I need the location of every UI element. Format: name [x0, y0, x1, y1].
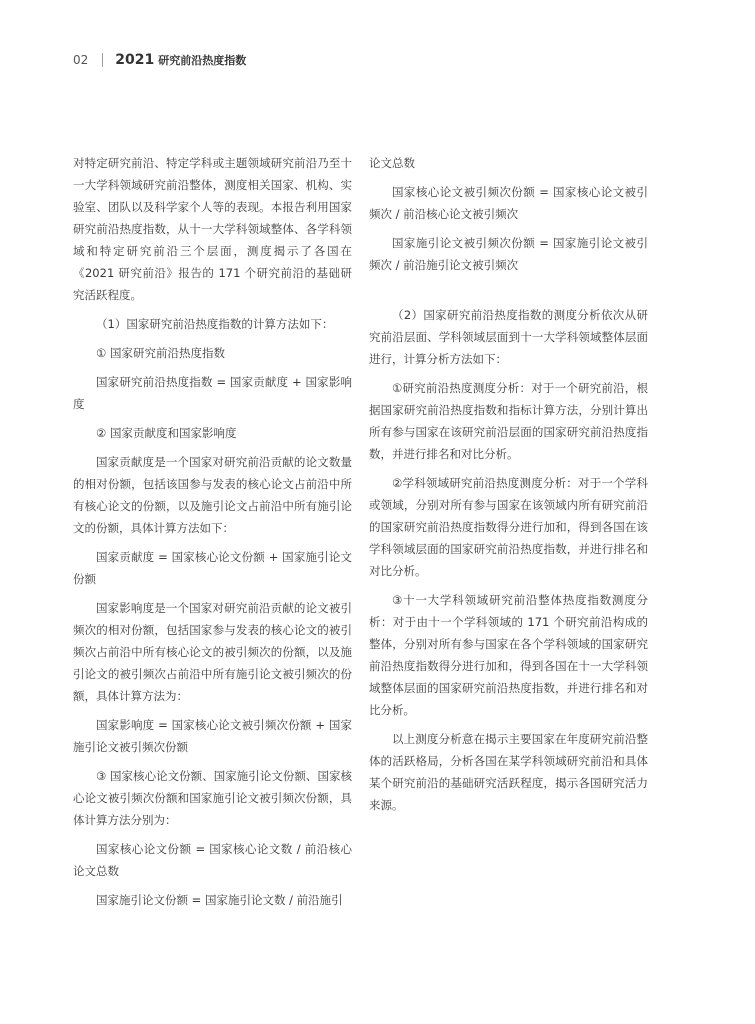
paragraph: 以上测度分析意在揭示主要国家在年度研究前沿整体的活跃格局，分析各国在某学科领域研究前沿和具体某个研究前沿的基础研究活跃程度，揭示各国研究活力来源。 [369, 732, 648, 812]
paragraph: （2）国家研究前沿热度指数的测度分析依次从研究前沿层面、学科领域层面到十一大学科领域整体层面进行，计算分析方法如下： [369, 308, 648, 366]
paragraph: （1）国家研究前沿热度指数的计算方法如下： [96, 317, 334, 331]
paragraph: 国家施引论文被引频次份额 = 国家施引论文被引频次 / 前沿施引论文被引频次 [369, 236, 648, 272]
page-number: 02 [73, 53, 89, 67]
page-header [73, 50, 246, 70]
paragraph: 论文总数 [369, 156, 415, 170]
paragraph: 国家影响度 = 国家核心论文被引频次份额 + 国家施引论文被引频次份额 [73, 718, 352, 754]
paragraph: ②学科领域研究前沿热度测度分析：对于一个学科或领域，分别对所有参与国家在该领域内所有研究前沿的国家研究前沿热度指数得分进行加和，得到各国在该学科领域层面的国家研究前沿热度指数，并进行排名和对比分析。 [369, 476, 648, 578]
paragraph: ② 国家贡献度和国家影响度 [96, 426, 237, 440]
report-title: 研究前沿热度指数 [158, 54, 247, 67]
paragraph: ③ 国家核心论文份额、国家施引论文份额、国家核心论文被引频次份额和国家施引论文被引频次份额，具体计算方法分别为： [73, 769, 352, 827]
paragraph: 国家施引论文份额 = 国家施引论文数 / 前沿施引 [96, 893, 343, 907]
paragraph: 国家贡献度 = 国家核心论文份额 + 国家施引论文份额 [73, 550, 352, 586]
paragraph: ③十一大学科领域研究前沿整体热度指数测度分析：对于由十一个学科领域的 171 个研究前沿构成的整体，分别对所有参与国家在各个学科领域的国家研究前沿热度指数得分进行加和，得到各国在十一大学科领域整体层面的国家研究前沿热度指数，并进行排名和对比分析。 [369, 593, 648, 717]
report-year: 2021 [115, 52, 155, 68]
paragraph: 对特定研究前沿、特定学科或主题领域研究前沿乃至十一大学科领域研究前沿整体，测度相关国家、机构、实验室、团队以及科学家个人等的表现。本报告利用国家研究前沿热度指数，从十一大学科领域整体、各学科领域和特定研究前沿三个层面，测度揭示了各国在《2021 研究前沿》报告的 171 个研究前沿的基础研究活跃程度。 [73, 156, 352, 302]
left-column [73, 152, 352, 918]
paragraph: 国家核心论文被引频次份额 = 国家核心论文被引频次 / 前沿核心论文被引频次 [369, 185, 648, 221]
paragraph: 国家研究前沿热度指数 = 国家贡献度 + 国家影响度 [73, 375, 352, 411]
paragraph: ① 国家研究前沿热度指数 [96, 346, 225, 360]
paragraph: 国家影响度是一个国家对研究前沿贡献的论文被引频次的相对份额，包括国家参与发表的核心论文的被引频次占前沿中所有核心论文的被引频次的份额，以及施引论文的被引频次占前沿中所有施引论文被引频次的份额，具体计算方法为： [73, 601, 352, 703]
paragraph: 国家贡献度是一个国家对研究前沿贡献的论文数量的相对份额，包括该国参与发表的核心论文占前沿中所有核心论文的份额，以及施引论文占前沿中所有施引论文的份额，具体计算方法如下： [73, 455, 352, 535]
paragraph: ①研究前沿热度测度分析：对于一个研究前沿，根据国家研究前沿热度指数和指标计算方法，分别计算出所有参与国家在该研究前沿层面的国家研究前沿热度指数，并进行排名和对比分析。 [369, 381, 648, 461]
right-column [369, 152, 648, 823]
header-divider [102, 53, 103, 67]
paragraph: 国家核心论文份额 = 国家核心论文数 / 前沿核心论文总数 [73, 842, 352, 878]
